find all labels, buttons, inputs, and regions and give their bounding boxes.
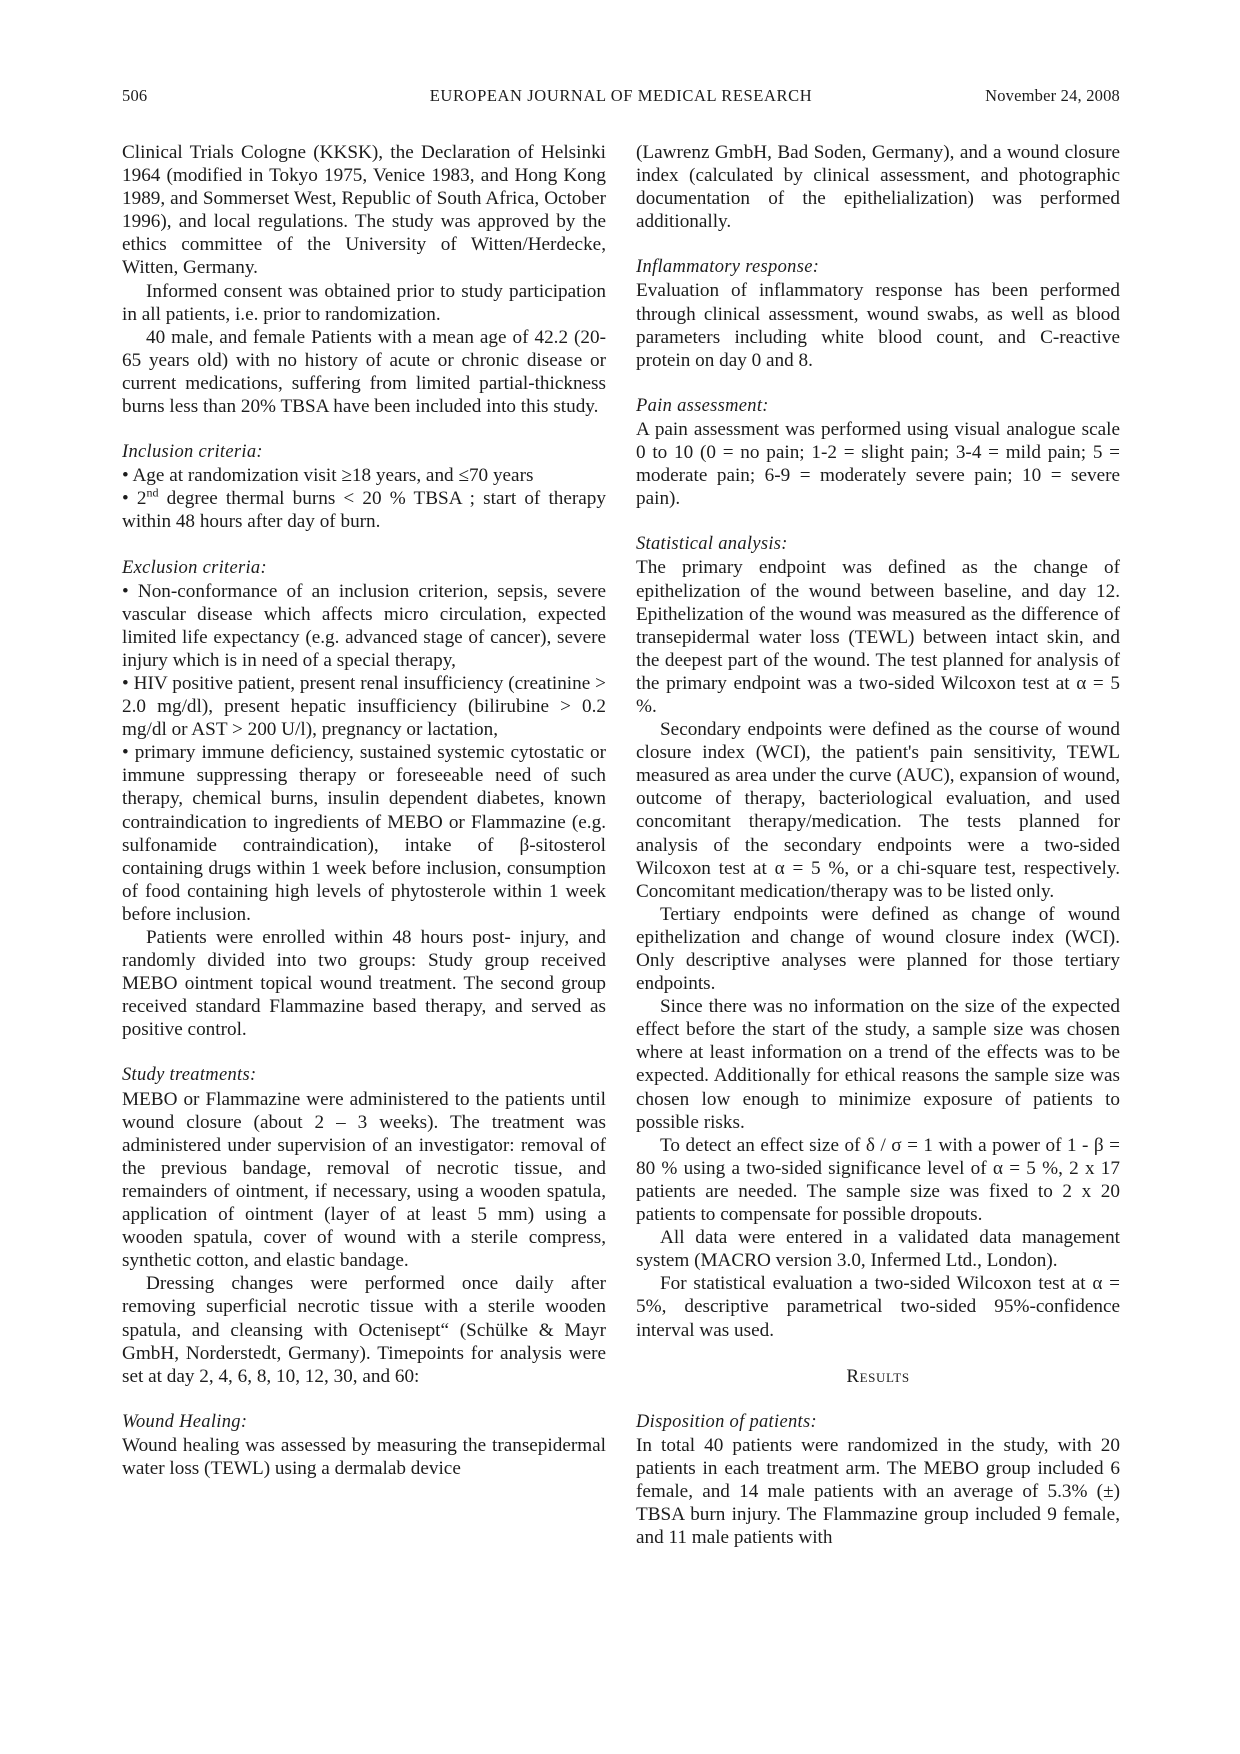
paragraph-disposition: In total 40 patients were randomized in the study, with 20 patients in each treatment arm. The MEBO group included 6 female, and 14 male patients with an average of 5.3% (±) TBSA burn injury. The Flammazine group included 9 female, and 11 male patients with <box>636 1434 1120 1549</box>
heading-inclusion-criteria: Inclusion criteria: <box>122 442 263 463</box>
paragraph-tertiary-endpoints: Tertiary endpoints were defined as change of wound epithelization and change of wound closure index (WCI). Only descriptive analyses were planned for those tertiary endpoints. <box>636 903 1120 995</box>
page-number: 506 <box>122 86 148 105</box>
paragraph-secondary-endpoints: Secondary endpoints were defined as the course of wound closure index (WCI), the patient's pain sensitivity, TEWL measured as area under the curve (AUC), expansion of wound, outcome of therapy, bacteriological evaluation, and used concomitant therapy/medication. The tests planned for analysis of the secondary endpoints were a two-sided Wilcoxon test at α = 5 %, or a chi-square test, respectively. Concomitant medication/therapy was to be listed only. <box>636 719 1120 902</box>
heading-exclusion-criteria: Exclusion criteria: <box>122 557 267 578</box>
paragraph-pain: A pain assessment was performed using visual analogue scale 0 to 10 (0 = no pain; 1-2 = slight pain; 3-4 = mild pain; 5 = moderate pain; 6-9 = moderately severe pain; 10 = severe pain). <box>636 418 1120 510</box>
heading-wound-healing: Wound Healing: <box>122 1411 248 1432</box>
paragraph-primary-endpoint: The primary endpoint was defined as the change of epithelization of the wound between baseline, and day 12. Epithelization of the wound was measured as the difference of transepidermal water loss (TEWL) between intact skin, and the deepest part of the wound. The test planned for analysis of the primary endpoint was a two-sided Wilcoxon test at α = 5 %. <box>636 557 1120 717</box>
journal-title: EUROPEAN JOURNAL OF MEDICAL RESEARCH <box>429 86 813 105</box>
heading-study-treatments: Study treatments: <box>122 1065 257 1086</box>
paragraph-wound-healing: Wound healing was assessed by measuring the transepidermal water loss (TEWL) using a dermalab device <box>122 1434 606 1479</box>
paragraph-dressing: Dressing changes were performed once daily after removing superficial necrotic tissue with a sterile wooden spatula, and cleansing with Octenisept“ (Schülke & Mayr GmbH, Norderstedt, Germany). Timepoints for analysis were set at day 2, 4, 6, 8, 10, 12, 30, and 60: <box>122 1273 606 1387</box>
paragraph-sample-size: Since there was no information on the size of the expected effect before the start of the study, a sample size was chosen where at least information on a trend of the effects was to be expected. Additionally for ethical reasons the sample size was chosen low enough to minimize exposure of patients to possible risks. <box>636 996 1120 1133</box>
right-column <box>636 141 1120 1549</box>
paragraph-patients: 40 male, and female Patients with a mean age of 42.2 (20-65 years old) with no history of acute or chronic disease or current medications, suffering from limited partial-thickness burns less than 20% TBSA have been included into this study. <box>122 326 606 418</box>
paragraph-statistical-evaluation: For statistical evaluation a two-sided Wilcoxon test at α = 5%, descriptive parametrical two-sided 95%-confidence interval was used. <box>636 1273 1120 1341</box>
paragraph-effect-size: To detect an effect size of δ / σ = 1 with a power of 1 - β = 80 % using a two-sided significance level of α = 5 %, 2 x 17 patients are needed. The sample size was fixed to 2 x 20 patients to compensate for possible dropouts. <box>636 1134 1120 1226</box>
exclusion-item-3: • primary immune deficiency, sustained systemic cytostatic or immune suppressing therapy or foreseeable need of such therapy, chemical burns, insulin dependent diabetes, known contraindication to ingredients of MEBO or Flammazine (e.g. sulfonamide contraindication), intake of β-sitosterol containing drugs within 1 week before inclusion, consumption of food containing high levels of phytosterole within 1 week before inclusion. <box>122 742 606 925</box>
heading-pain-assessment: Pain assessment: <box>636 395 769 416</box>
left-column <box>122 141 606 1480</box>
heading-results: Results <box>846 1365 910 1387</box>
paragraph-consent: Informed consent was obtained prior to study participation in all patients, i.e. prior to randomization. <box>122 280 606 325</box>
heading-statistical-analysis: Statistical analysis: <box>636 534 788 555</box>
inclusion-item-age: • Age at randomization visit ≥18 years, and ≤70 years <box>122 465 534 487</box>
heading-inflammatory-response: Inflammatory response: <box>636 257 820 278</box>
paragraph-ethics: Clinical Trials Cologne (KKSK), the Declaration of Helsinki 1964 (modified in Tokyo 1975, Venice 1983, and Hong Kong 1989, and Sommerset West, Republic of South Africa, October 1996), and local regulations. The study was approved by the ethics committee of the University of Witten/Herdecke, Witten, Germany. <box>122 142 606 279</box>
exclusion-item-1: • Non-conformance of an inclusion criterion, sepsis, severe vascular disease which affects micro circulation, expected limited life expectancy (e.g. advanced stage of cancer), severe injury which is in need of a special therapy, <box>122 580 606 671</box>
paragraph-wound-closure: (Lawrenz GmbH, Bad Soden, Germany), and a wound closure index (calculated by clinical assessment, and photographic documentation of the epithelialization) was performed additionally. <box>636 142 1120 233</box>
paragraph-enrollment: Patients were enrolled within 48 hours post- injury, and randomly divided into two groups: Study group received MEBO ointment topical wound treatment. The second group received standard Flammazine based therapy, and served as positive control. <box>122 927 606 1041</box>
paragraph-treatments: MEBO or Flammazine were administered to the patients until wound closure (about 2 – 3 weeks). The treatment was administered under supervision of an investigator: removal of the previous bandage, removal of necrotic tissue, and remainders of ointment, if necessary, using a wooden spatula, application of ointment (layer of at least 5 mm) using a wooden spatula, cover of wound with a sterile compress, synthetic cotton, and elastic bandage. <box>122 1088 606 1272</box>
paragraph-data-management: All data were entered in a validated data management system (MACRO version 3.0, Infermed Ltd., London). <box>636 1227 1120 1272</box>
paragraph-inflammatory: Evaluation of inflammatory response has been performed through clinical assessment, wound swabs, as well as blood parameters including white blood count, and C-reactive protein on day 0 and 8. <box>636 280 1120 371</box>
issue-date: November 24, 2008 <box>985 86 1120 105</box>
exclusion-item-2: • HIV positive patient, present renal insufficiency (creatinine > 2.0 mg/dl), present hepatic insufficiency (bilirubine > 0.2 mg/dl or AST > 200 U/l), pregnancy or lactation, <box>122 672 606 741</box>
heading-disposition-of-patients: Disposition of patients: <box>636 1411 817 1432</box>
inclusion-item-burns: • 2nd degree thermal burns < 20 % TBSA ; start of therapy within 48 hours after day of burn. <box>122 485 606 533</box>
